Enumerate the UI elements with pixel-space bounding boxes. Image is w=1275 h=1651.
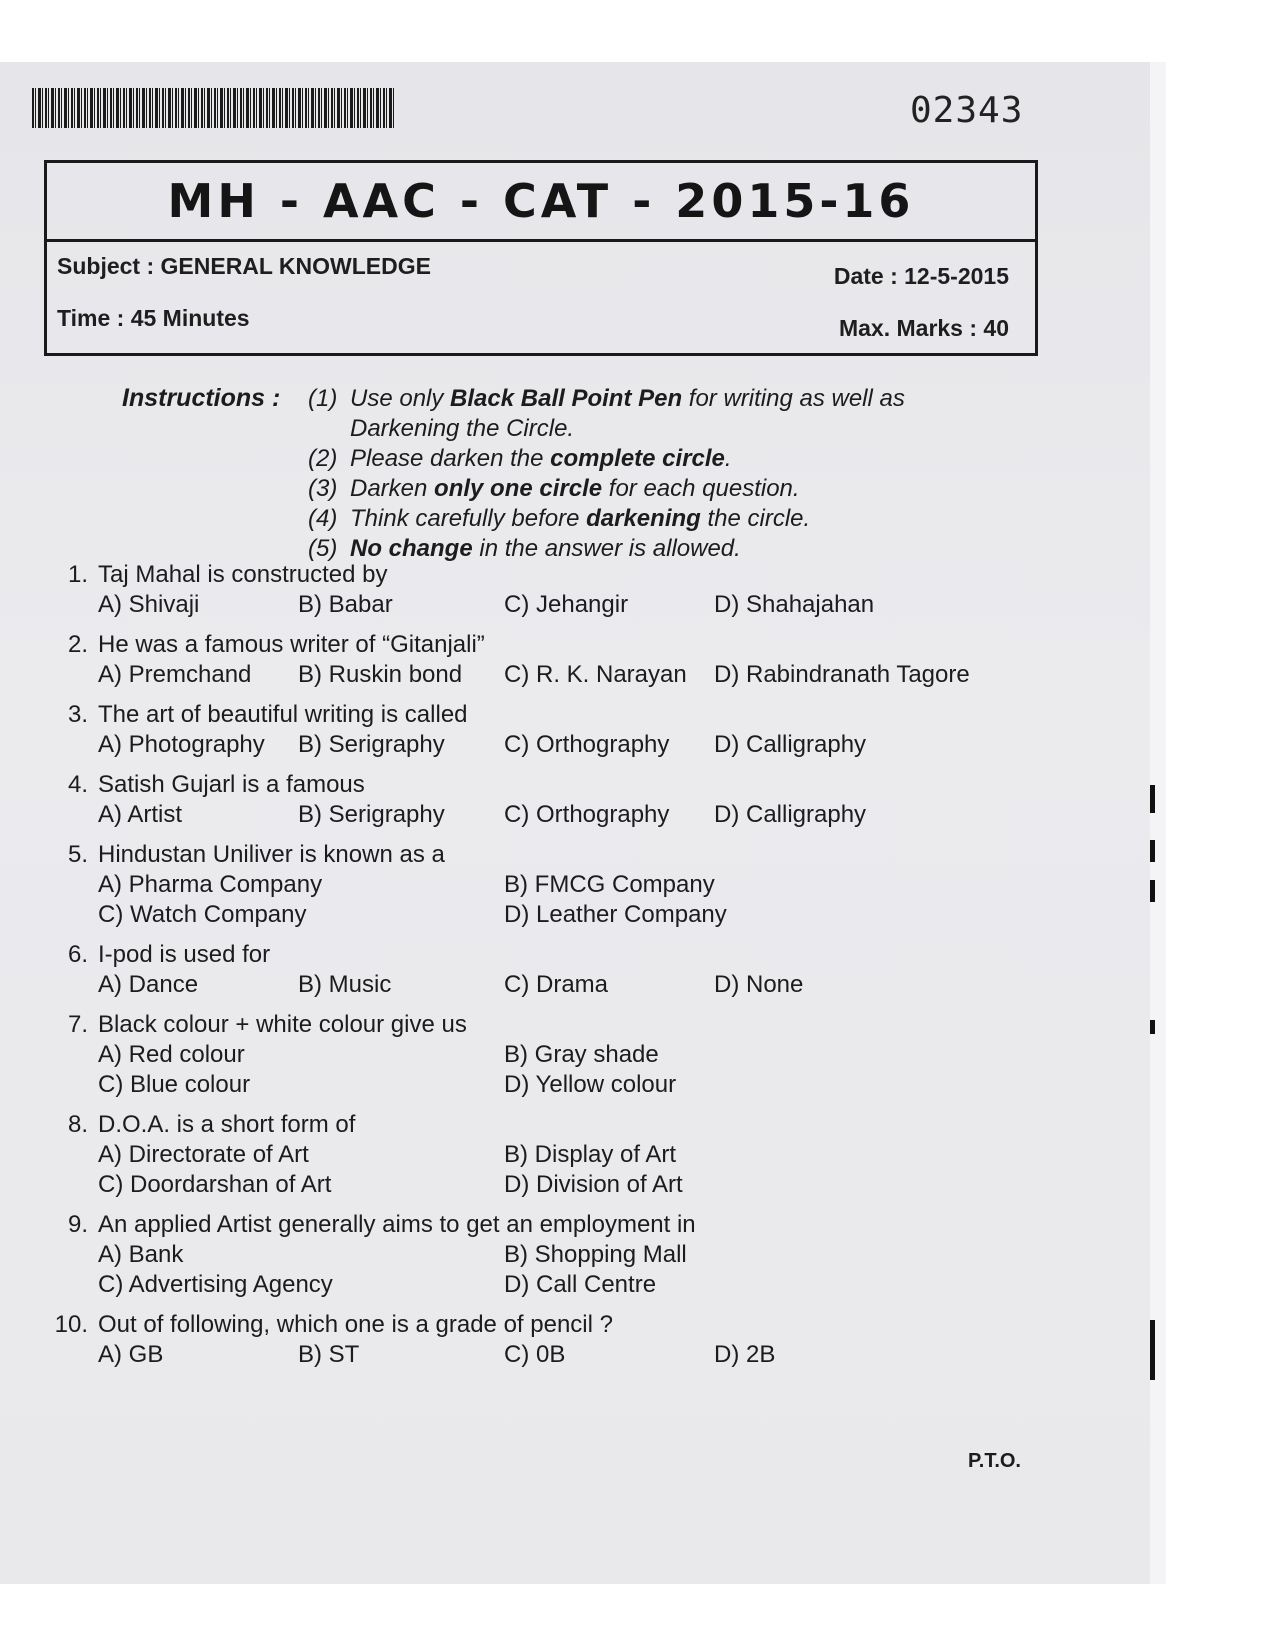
question-number: 2. <box>67 631 88 658</box>
question-text: He was a famous writer of “Gitanjali” <box>98 631 485 658</box>
instruction-item: (2) Please darken the complete circle. <box>308 445 732 472</box>
answer-option: B) Ruskin bond <box>298 661 463 688</box>
question-text: Hindustan Uniliver is known as a <box>98 841 445 868</box>
instructions-label: Instructions : <box>122 384 281 412</box>
answer-option: B) Music <box>298 971 392 998</box>
answer-option: B) FMCG Company <box>504 871 715 898</box>
answer-option: C) Drama <box>504 971 609 998</box>
exam-header-box <box>44 160 1038 356</box>
answer-option: A) Shivaji <box>98 591 200 618</box>
question-item <box>44 700 1084 760</box>
subject-label: Subject : GENERAL KNOWLEDGE <box>57 253 431 279</box>
question-text: I-pod is used for <box>98 941 271 968</box>
edge-mark <box>1150 1320 1155 1380</box>
answer-option: A) GB <box>98 1341 164 1368</box>
question-text: Black colour + white colour give us <box>98 1011 467 1038</box>
instructions-list <box>308 384 1008 564</box>
question-number: 8. <box>67 1111 88 1138</box>
question-list <box>44 560 1084 1380</box>
question-number: 3. <box>67 701 88 728</box>
question-number: 4. <box>67 771 88 798</box>
answer-option: C) Orthography <box>504 801 670 828</box>
question-item <box>44 840 1084 930</box>
answer-option: D) Call Centre <box>504 1271 657 1298</box>
question-item <box>44 1110 1084 1200</box>
time-label: Time : 45 Minutes <box>57 305 250 331</box>
question-item <box>44 1010 1084 1100</box>
answer-option: D) Calligraphy <box>714 731 867 758</box>
answer-option: D) Rabindranath Tagore <box>714 661 970 688</box>
answer-option: B) Babar <box>298 591 393 618</box>
question-item <box>44 940 1084 1000</box>
instruction-item: (5) No change in the answer is allowed. <box>308 535 741 562</box>
answer-option: A) Premchand <box>98 661 252 688</box>
answer-option: C) Blue colour <box>98 1071 251 1098</box>
barcode <box>32 88 396 128</box>
exam-title: MH - AAC - CAT - 2015-16 <box>47 163 1035 242</box>
answer-option: D) Calligraphy <box>714 801 867 828</box>
question-item <box>44 1310 1084 1370</box>
question-text: Satish Gujarl is a famous <box>98 771 365 798</box>
answer-option: A) Bank <box>98 1241 184 1268</box>
answer-option: D) None <box>714 971 804 998</box>
answer-option: A) Photography <box>98 731 265 758</box>
answer-option: B) ST <box>298 1341 360 1368</box>
answer-option: B) Display of Art <box>504 1141 677 1168</box>
edge-mark <box>1150 785 1155 813</box>
answer-option: D) Leather Company <box>504 901 727 928</box>
edge-mark <box>1150 1020 1155 1034</box>
answer-option: C) Watch Company <box>98 901 307 928</box>
edge-mark <box>1150 880 1155 902</box>
question-text: The art of beautiful writing is called <box>98 701 468 728</box>
question-number: 10. <box>54 1311 88 1338</box>
answer-option: D) Division of Art <box>504 1171 683 1198</box>
answer-option: C) R. K. Narayan <box>504 661 687 688</box>
question-item <box>44 560 1084 620</box>
answer-option: B) Serigraphy <box>298 801 445 828</box>
question-item <box>44 630 1084 690</box>
answer-option: C) Jehangir <box>504 591 629 618</box>
answer-option: D) Yellow colour <box>504 1071 677 1098</box>
answer-option: B) Gray shade <box>504 1041 659 1068</box>
question-number: 5. <box>67 841 88 868</box>
question-text: Out of following, which one is a grade of pencil ? <box>98 1311 613 1338</box>
answer-option: C) Doordarshan of Art <box>98 1171 332 1198</box>
question-number: 1. <box>67 561 88 588</box>
answer-option: D) 2B <box>714 1341 776 1368</box>
instruction-item: (4) Think carefully before darkening the circle. <box>308 505 811 532</box>
edge-mark <box>1150 840 1155 862</box>
answer-option: C) 0B <box>504 1341 566 1368</box>
question-item <box>44 1210 1084 1300</box>
instruction-item: (3) Darken only one circle for each question. <box>308 475 800 502</box>
question-number: 7. <box>67 1011 88 1038</box>
answer-option: A) Dance <box>98 971 199 998</box>
question-text: D.O.A. is a short form of <box>98 1111 356 1138</box>
question-item <box>44 770 1084 830</box>
answer-option: C) Advertising Agency <box>98 1271 333 1298</box>
answer-option: A) Directorate of Art <box>98 1141 309 1168</box>
question-text: Taj Mahal is constructed by <box>98 561 388 588</box>
answer-option: C) Orthography <box>504 731 670 758</box>
answer-option: A) Pharma Company <box>98 871 323 898</box>
answer-option: B) Serigraphy <box>298 731 445 758</box>
question-number: 6. <box>67 941 88 968</box>
answer-option: B) Shopping Mall <box>504 1241 687 1268</box>
pto-label: P.T.O. <box>968 1450 1021 1472</box>
answer-option: A) Red colour <box>98 1041 245 1068</box>
question-number: 9. <box>67 1211 88 1238</box>
max-marks: Max. Marks : 40 <box>838 315 1009 341</box>
exam-date: Date : 12-5-2015 <box>833 263 1009 289</box>
instruction-item: (1) Use only Black Ball Point Pen for writing as well as Darkening the Circle. <box>308 385 905 442</box>
answer-option: A) Artist <box>98 801 183 828</box>
answer-option: D) Shahajahan <box>714 591 875 618</box>
question-text: An applied Artist generally aims to get an employment in <box>98 1211 696 1238</box>
exam-paper <box>0 62 1150 1584</box>
serial-number: 02343 <box>910 90 1024 131</box>
